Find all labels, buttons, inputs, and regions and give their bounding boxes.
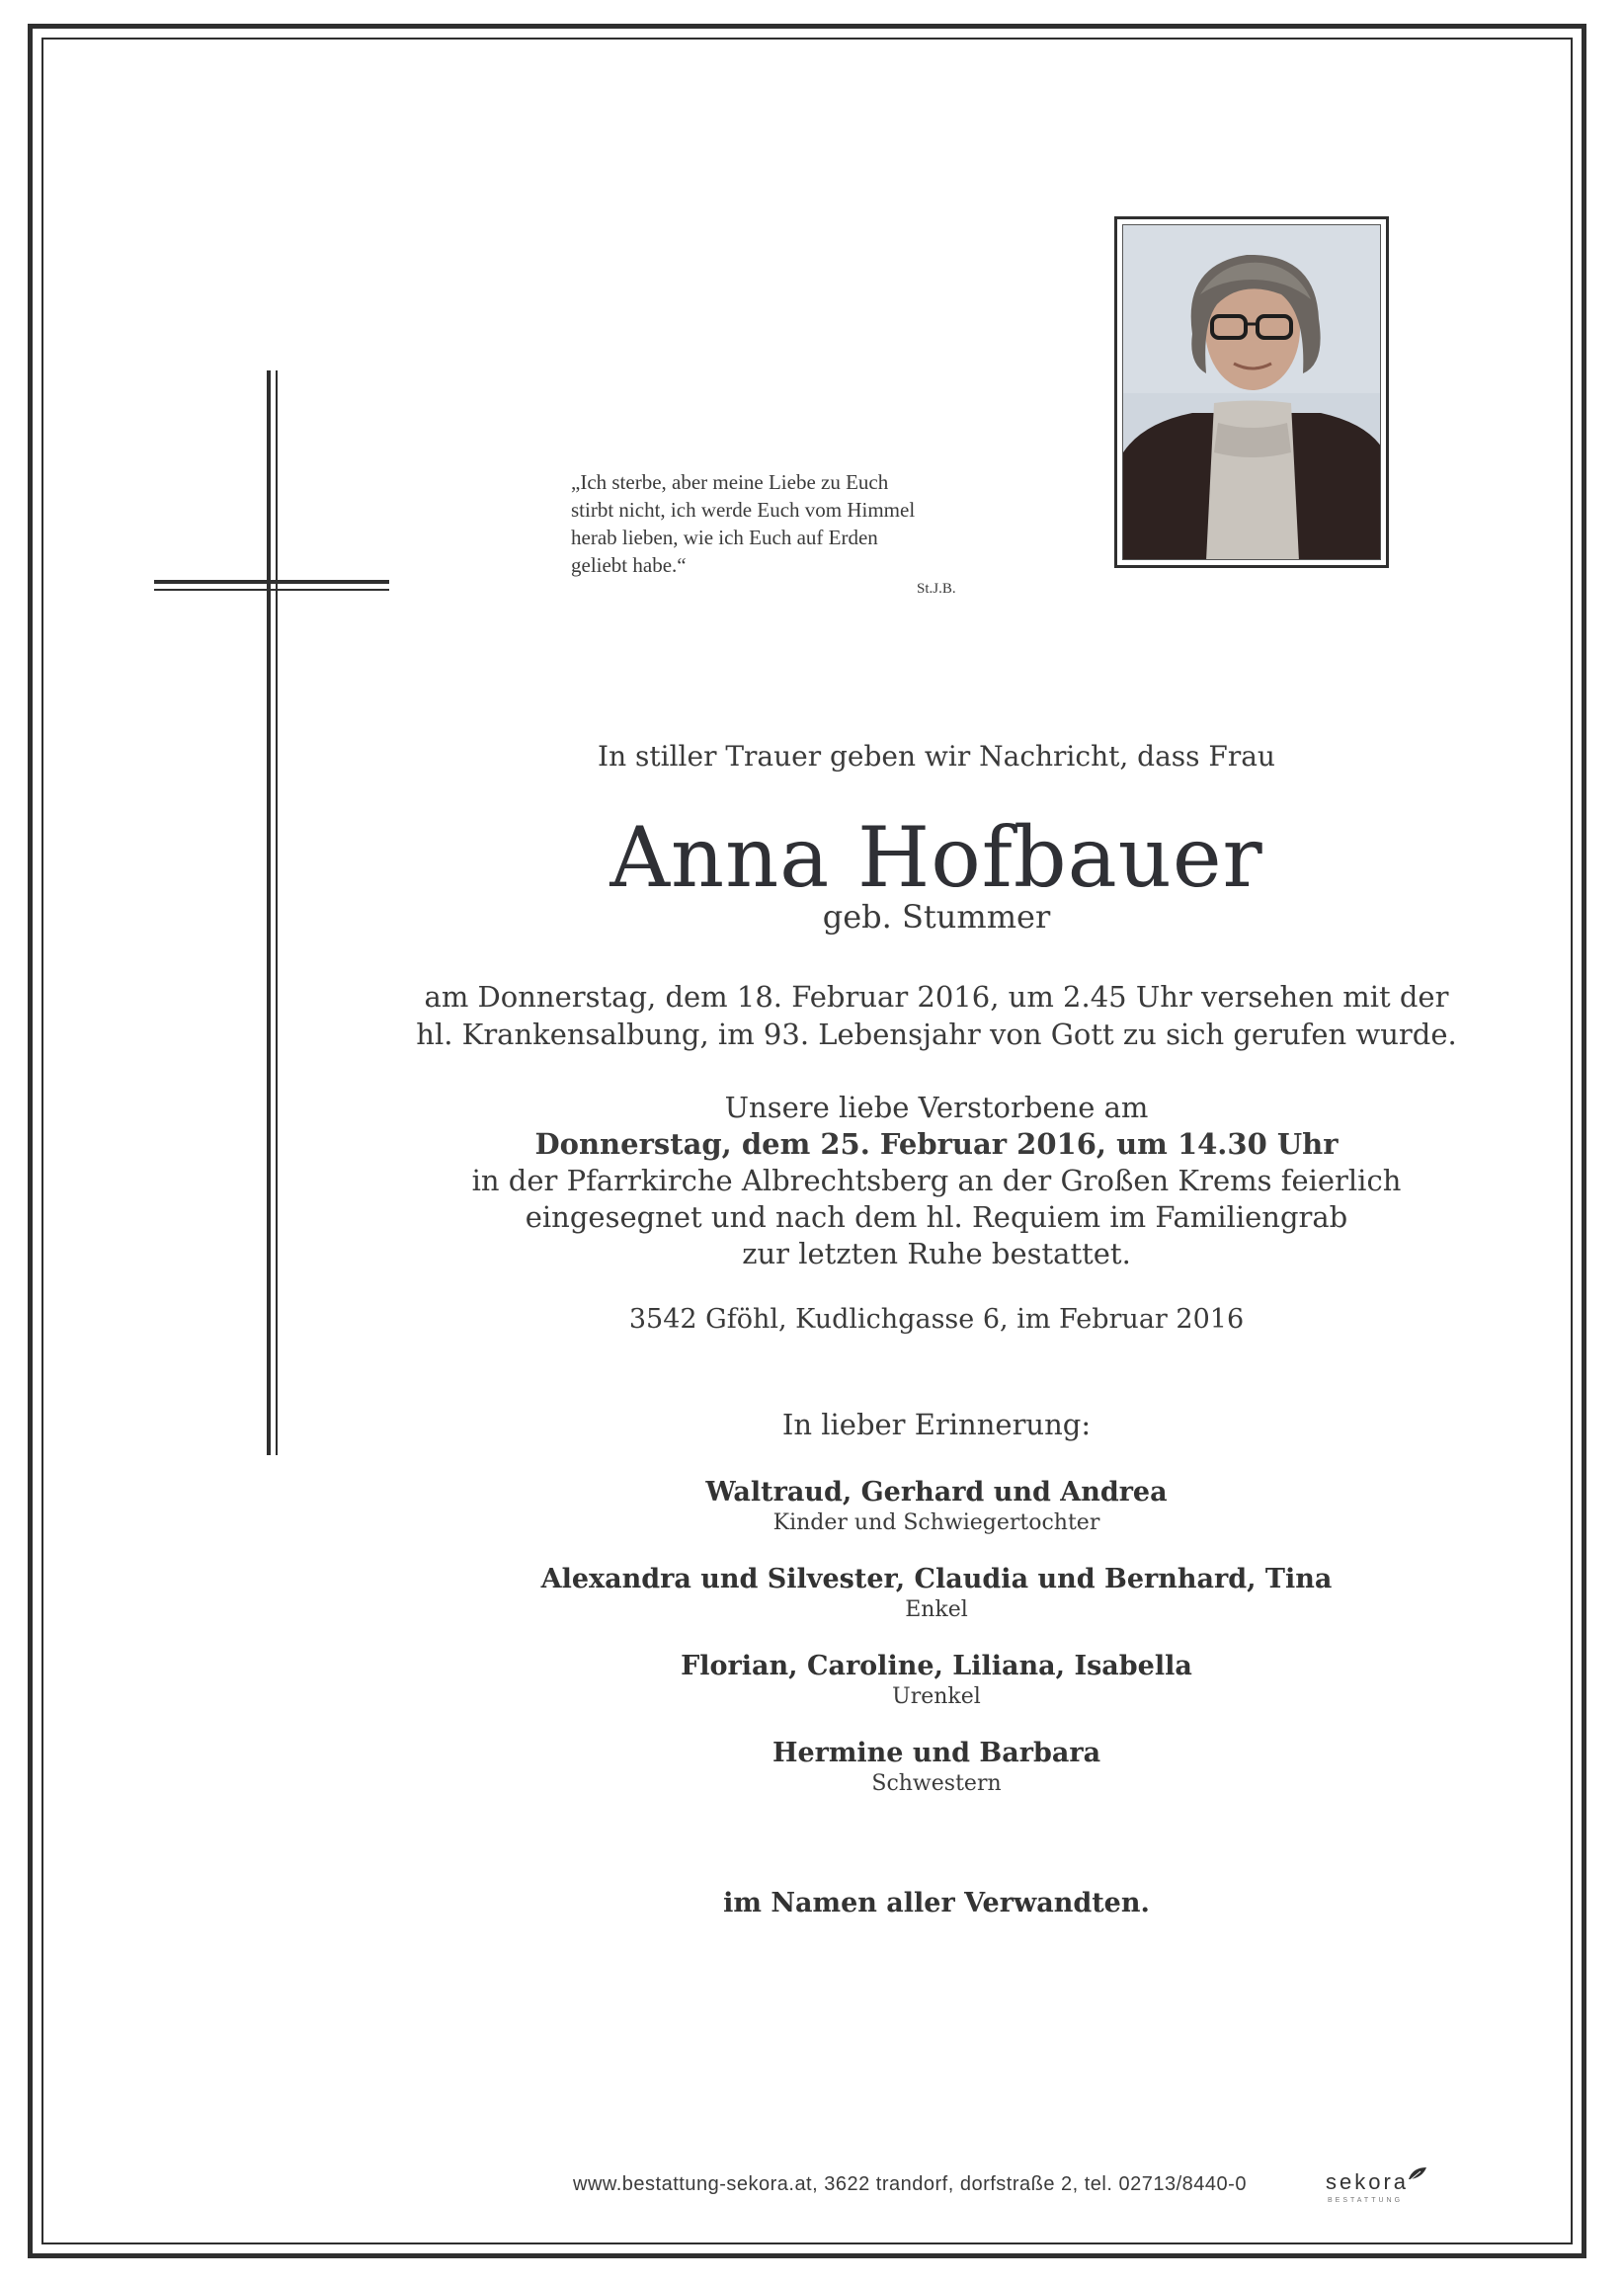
mourner-group — [296, 1650, 1577, 1711]
mourner-relation: Schwestern — [871, 1771, 1002, 1796]
funeral-line: zur letzten Ruhe bestattet. — [742, 1237, 1131, 1270]
death-notice-line: am Donnerstag, dem 18. Februar 2016, um 2.45 Uhr versehen mit der — [424, 980, 1449, 1014]
funeral-line: in der Pfarrkirche Albrechtsberg an der Großen Krems feierlich — [471, 1164, 1402, 1197]
memorial-quote: „Ich sterbe, aber meine Liebe zu Euch stirbt nicht, ich werde Euch vom Himmel herab lieben, wie ich Euch auf Erden geliebt habe.“ — [571, 470, 916, 577]
funeral-line: eingesegnet und nach dem hl. Requiem im Familiengrab — [525, 1200, 1348, 1234]
mourner-names: Florian, Caroline, Liliana, Isabella — [681, 1651, 1192, 1681]
birth-name: geb. Stummer — [822, 898, 1051, 936]
announcement-intro: In stiller Trauer geben wir Nachricht, dass Frau — [598, 740, 1275, 773]
sekora-logo — [1326, 2169, 1410, 2204]
deceased-name: Anna Hofbauer — [609, 809, 1263, 906]
cross-vertical-bar-thin — [276, 370, 278, 1455]
memory-heading: In lieber Erinnerung: — [781, 1408, 1092, 1441]
mourner-relation: Enkel — [905, 1597, 968, 1622]
mourners-list — [296, 1476, 1577, 1824]
quote-source: St.J.B. — [917, 581, 956, 597]
closing-line: im Namen aller Verwandten. — [723, 1888, 1150, 1918]
cross-horizontal-bar-thin — [154, 589, 389, 591]
mourner-relation: Kinder und Schwiegertochter — [772, 1510, 1100, 1535]
portrait-photo — [1122, 224, 1381, 560]
logo-subtitle: BESTATTUNG — [1328, 2197, 1404, 2204]
funeral-line: Unsere liebe Verstorbene am — [724, 1091, 1149, 1124]
leaf-icon — [1407, 2165, 1428, 2183]
mourner-relation: Urenkel — [892, 1684, 981, 1709]
cross-vertical-bar — [267, 370, 271, 1455]
logo-wordmark: sekora — [1326, 2169, 1410, 2194]
mourner-names: Hermine und Barbara — [771, 1738, 1101, 1768]
mourner-names: Waltraud, Gerhard und Andrea — [705, 1477, 1168, 1508]
mourner-names: Alexandra und Silvester, Claudia und Bernhard, Tina — [540, 1564, 1333, 1594]
mourner-group — [296, 1563, 1577, 1624]
death-notice — [296, 978, 1577, 1053]
funeral-details — [296, 1090, 1577, 1272]
funeral-date: Donnerstag, dem 25. Februar 2016, um 14.30 Uhr — [534, 1127, 1339, 1161]
footer-contact: www.bestattung-sekora.at, 3622 trandorf, dorfstraße 2, tel. 02713/8440-0 — [573, 2173, 1247, 2195]
mourner-group — [296, 1737, 1577, 1798]
death-notice-line: hl. Krankensalbung, im 93. Lebensjahr von Gott zu sich gerufen wurde. — [416, 1018, 1457, 1051]
mourner-group — [296, 1476, 1577, 1537]
family-address: 3542 Gföhl, Kudlichgasse 6, im Februar 2016 — [628, 1304, 1245, 1335]
cross-horizontal-bar — [154, 580, 389, 584]
